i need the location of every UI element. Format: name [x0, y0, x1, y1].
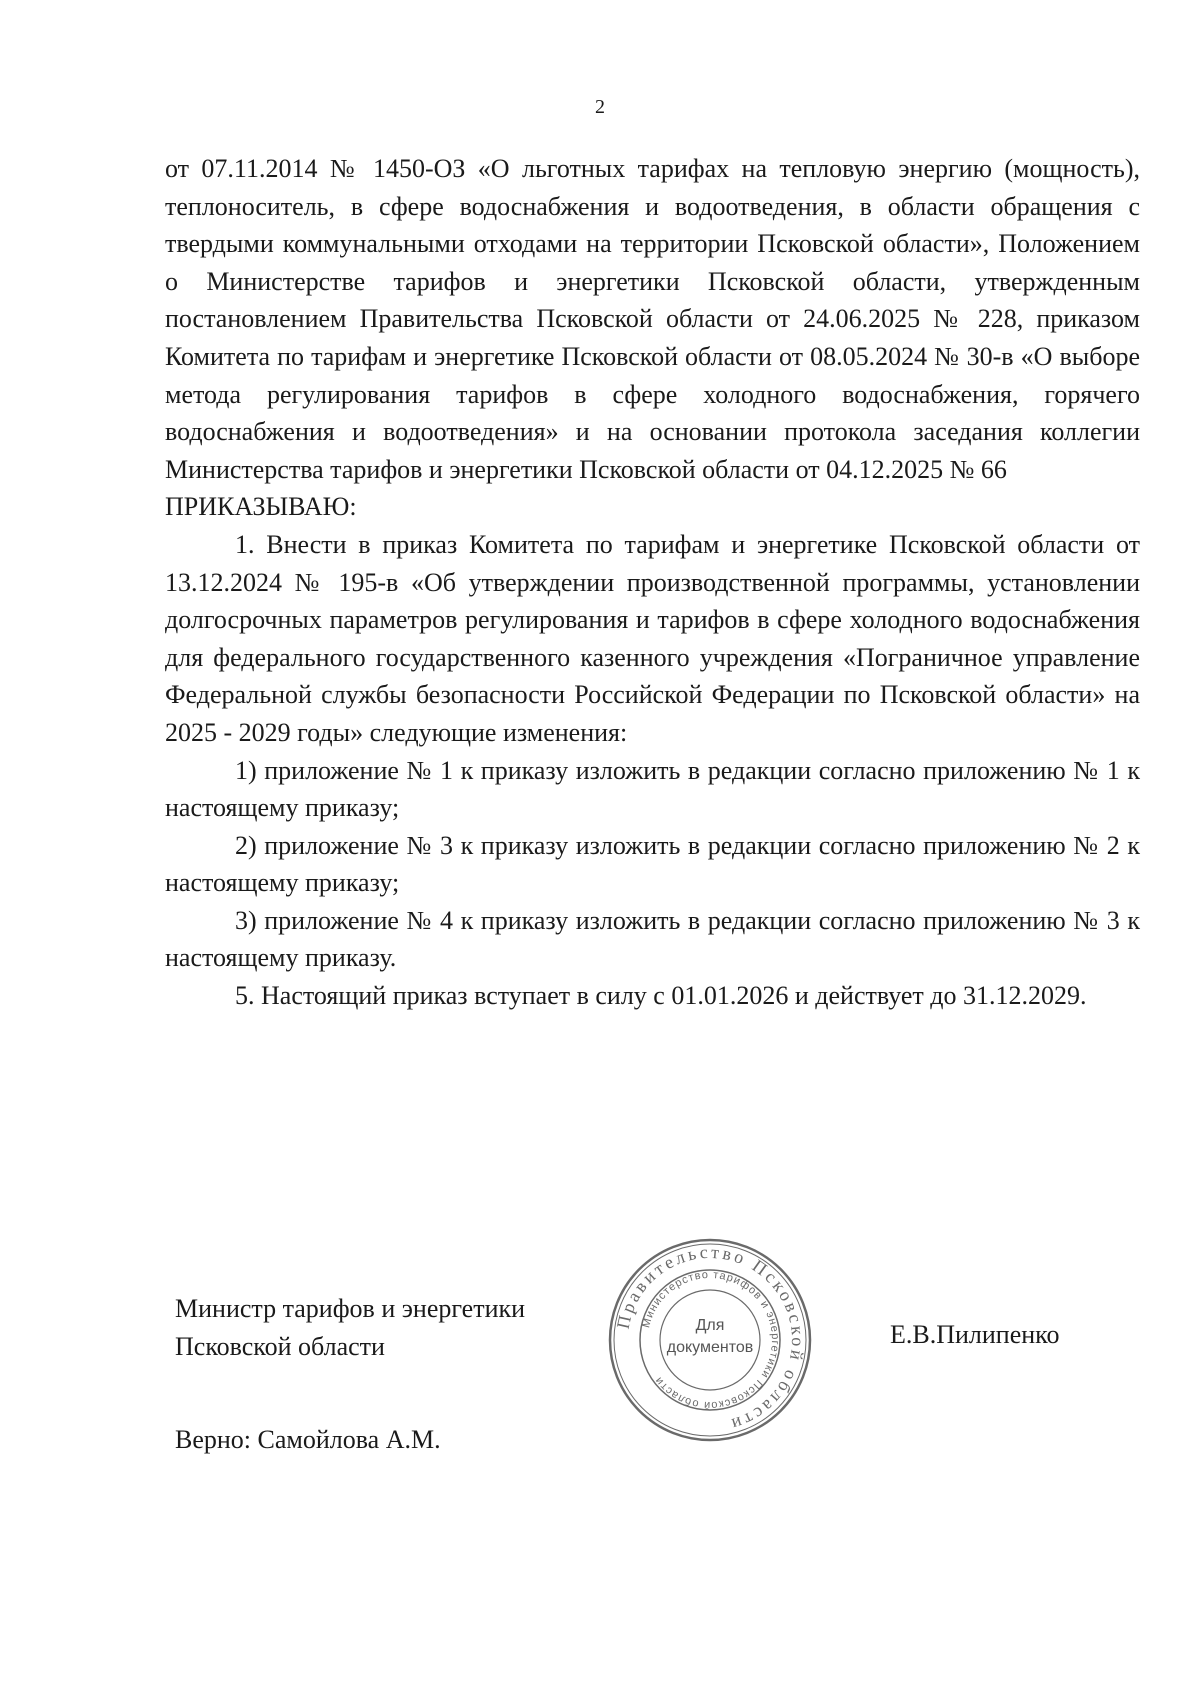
signatory-name: Е.В.Пилипенко — [890, 1320, 1060, 1349]
seal-center-line1: Для — [695, 1317, 725, 1334]
signatory-position — [175, 1290, 525, 1366]
order-item-1: 1. Внести в приказ Комитета по тарифам и энергетике Псковской области от 13.12.2024 № 195-в «Об утверждении производственной программы, установлении долгосрочных параметров регулирования и тарифов в сфере холодного водоснабжения для федерального государственного казенного учреждения «Пограничное управление Федеральной службы безопасности Российской Федерации по Псковской области» на 2025 - 2029 годы» следующие изменения: — [165, 529, 1140, 747]
document-body — [165, 150, 1140, 1015]
signatory-position-line2: Псковской области — [175, 1332, 385, 1361]
page-number: 2 — [595, 96, 605, 118]
order-item-5: 5. Настоящий приказ вступает в силу с 01.01.2026 и действует до 31.12.2029. — [235, 981, 1087, 1011]
signatory-position-line1: Министр тарифов и энергетики — [175, 1294, 526, 1323]
order-subitem-1: 1) приложение № 1 к приказу изложить в редакции согласно приложению № 1 к настоящему приказу; — [165, 755, 1140, 823]
seal-inner-text: Министерство тарифов и энергетики Псковской области — [640, 1268, 782, 1412]
certified-copy-note: Верно: Самойлова А.М. — [175, 1425, 441, 1454]
order-subitem-2: 2) приложение № 3 к приказу изложить в редакции согласно приложению № 2 к настоящему приказу; — [165, 830, 1140, 898]
seal-center-line2: документов — [666, 1339, 754, 1356]
preamble-paragraph: от 07.11.2014 № 1450-ОЗ «О льготных тарифах на тепловую энергию (мощность), теплоноситель, в сфере водоснабжения и водоотведения, в области обращения с твердыми коммунальными отходами на территории Псковской области», Положением о Министерстве тарифов и энергетики Псковской области, утвержденным постановлением Правительства Псковской области от 24.06.2025 № 228, приказом Комитета по тарифам и энергетике Псковской области от 08.05.2024 № 30-в «О выборе метода регулирования тарифов в сфере холодного водоснабжения, горячего водоснабжения и водоотведения» и на основании протокола заседания коллегии Министерства тарифов и энергетики Псковской области от 04.12.2025 № 66 — [165, 154, 1140, 484]
seal-center-text — [660, 1315, 760, 1359]
official-seal-stamp — [605, 1235, 815, 1445]
order-subitem-3: 3) приложение № 4 к приказу изложить в редакции согласно приложению № 3 к настоящему приказу. — [165, 905, 1140, 973]
order-heading: ПРИКАЗЫВАЮ: — [165, 492, 357, 522]
seal-outer-text: Правительство Псковской области — [612, 1241, 809, 1436]
